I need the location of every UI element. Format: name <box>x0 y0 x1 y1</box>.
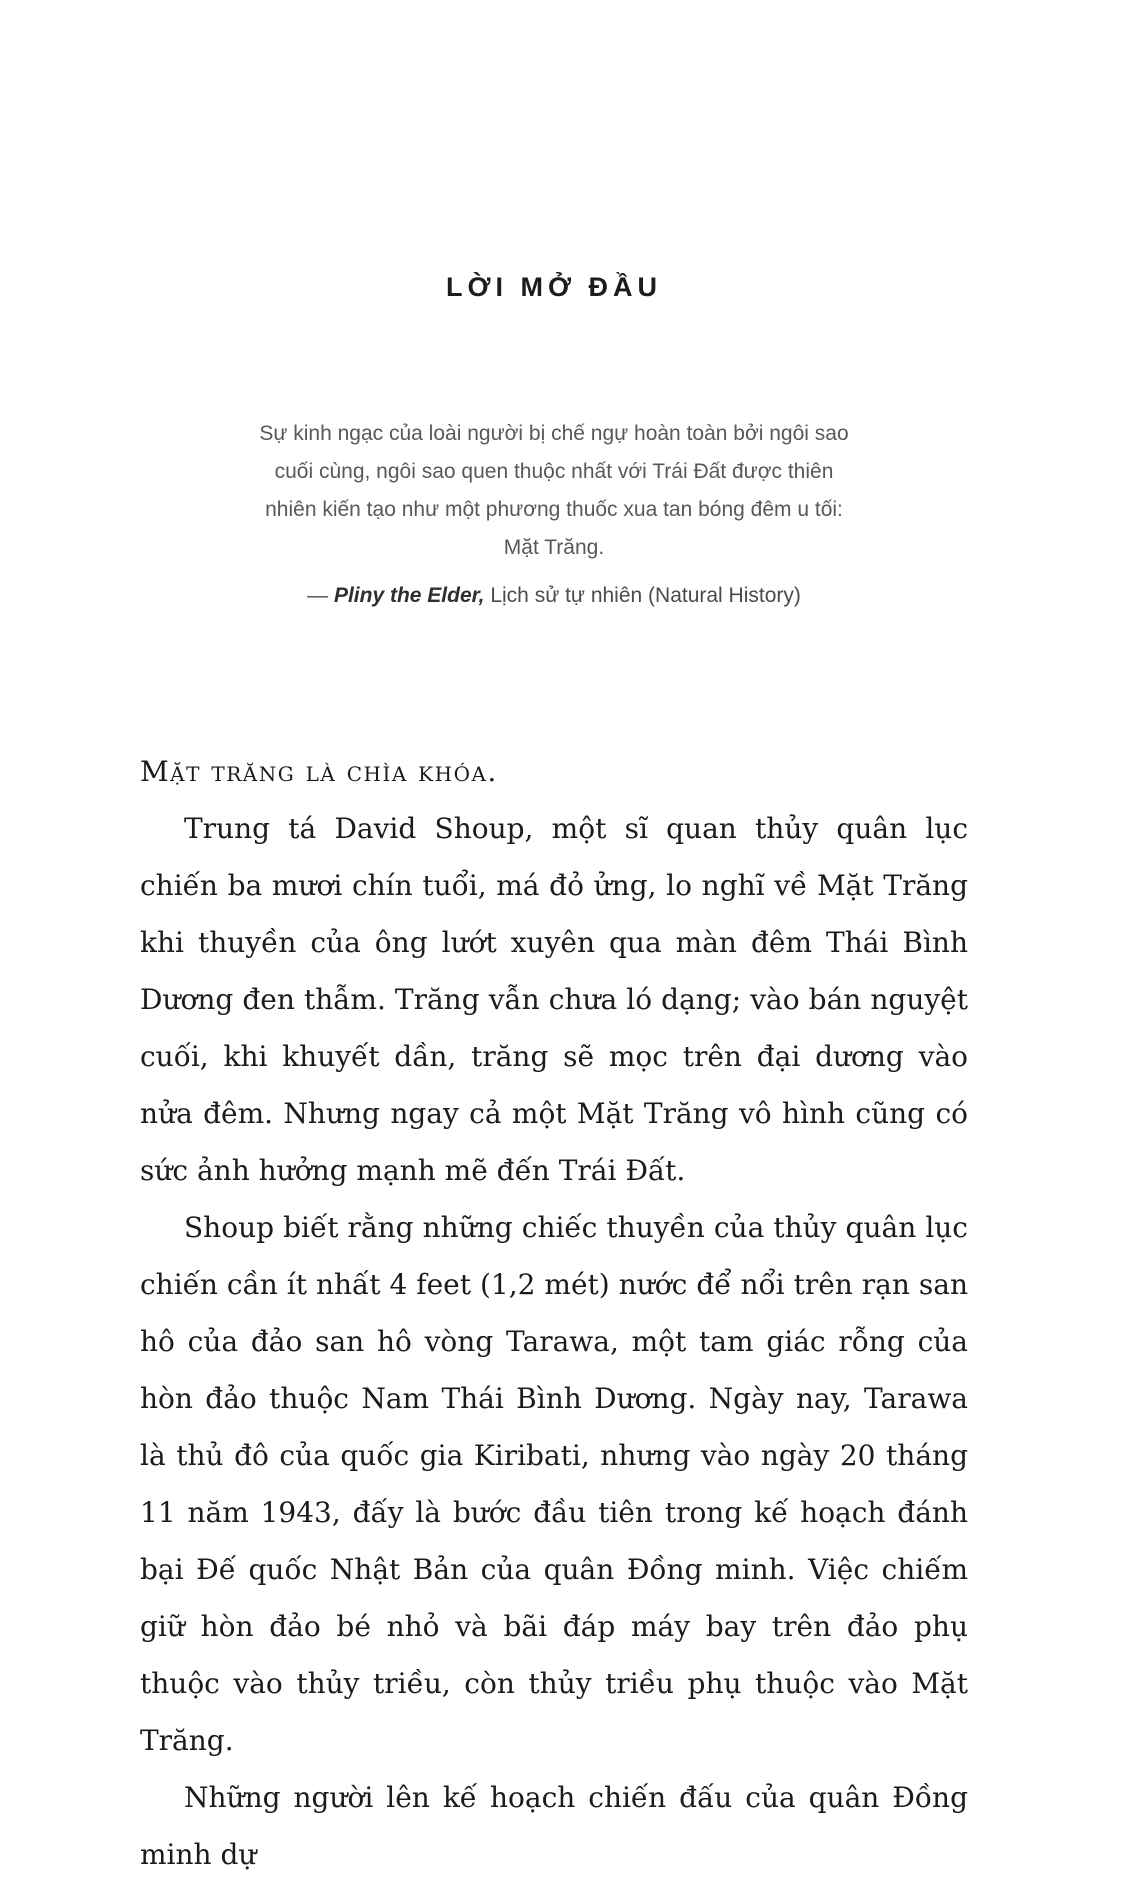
chapter-title: LỜI MỞ ĐẦU <box>445 272 663 302</box>
epigraph-line: nhiên kiến tạo như một phương thuốc xua tan bóng đêm u tối: <box>265 498 843 521</box>
attribution-dash: — <box>307 584 334 607</box>
attribution-author: Pliny the Elder, <box>333 584 485 607</box>
body-text <box>140 743 968 1883</box>
epigraph-line: Mặt Trăng. <box>503 536 605 559</box>
paragraph: Shoup biết rằng những chiếc thuyền của thủy quân lục chiến cần ít nhất 4 feet (1,2 mét) nước để nổi trên rạn san hô của đảo san hô vòng Tarawa, một tam giác rỗng của hòn đảo thuộc Nam Thái Bình Dương. Ngày nay, Tarawa là thủ đô của quốc gia Kiribati, nhưng vào ngày 20 tháng 11 năm 1943, đấy là bước đầu tiên trong kế hoạch đánh bại Đế quốc Nhật Bản của quân Đồng minh. Việc chiếm giữ hòn đảo bé nhỏ và bãi đáp máy bay trên đảo phụ thuộc vào thủy triều, còn thủy triều phụ thuộc vào Mặt Trăng. <box>140 1211 968 1757</box>
epigraph-line: cuối cùng, ngôi sao quen thuộc nhất với Trái Đất được thiên <box>274 460 834 483</box>
epigraph-attribution <box>140 577 968 615</box>
epigraph-line: Sự kinh ngạc của loài người bị chế ngự hoàn toàn bởi ngôi sao <box>259 422 849 445</box>
paragraph: Trung tá David Shoup, một sĩ quan thủy quân lục chiến ba mươi chín tuổi, má đỏ ửng, lo nghĩ về Mặt Trăng khi thuyền của ông lướt xuyên qua màn đêm Thái Bình Dương đen thẫm. Trăng vẫn chưa ló dạng; vào bán nguyệt cuối, khi khuyết dần, trăng sẽ mọc trên đại dương vào nửa đêm. Nhưng ngay cả một Mặt Trăng vô hình cũng có sức ảnh hưởng mạnh mẽ đến Trái Đất. <box>140 812 968 1187</box>
paragraph: Những người lên kế hoạch chiến đấu của quân Đồng minh dự <box>140 1781 968 1871</box>
epigraph <box>140 415 968 615</box>
opening-line: Mặt trăng là chìa khóa. <box>140 755 498 788</box>
attribution-work: Lịch sử tự nhiên (Natural History) <box>484 584 801 607</box>
